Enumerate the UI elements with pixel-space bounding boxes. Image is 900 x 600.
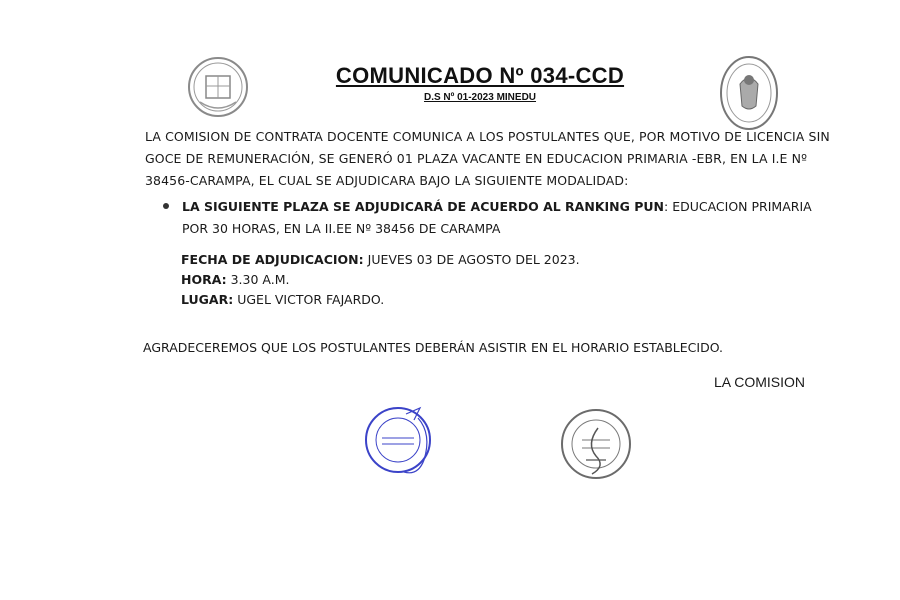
bullet-value: : EDUCACION PRIMARIA POR 30 HORAS, EN LA II.EE Nº 38456 DE CARAMPA	[182, 199, 812, 236]
fecha-value: JUEVES 03 DE AGOSTO DEL 2023.	[363, 252, 580, 267]
hora-line	[181, 270, 781, 290]
bullet-icon	[163, 203, 169, 209]
closing-paragraph: AGRADECEREMOS QUE LOS POSTULANTES DEBERÁN ASISTIR EN EL HORARIO ESTABLECIDO.	[143, 340, 724, 355]
blue-stamp-icon	[358, 400, 448, 480]
signature-text: LA COMISION	[714, 374, 806, 390]
bullet-label: LA SIGUIENTE PLAZA SE ADJUDICARÁ DE ACUERDO AL RANKING PUN	[182, 199, 665, 214]
document-title: COMUNICADO Nº 034-CCD	[335, 63, 625, 88]
hora-value: 3.30 A.M.	[226, 272, 290, 287]
crest-logo-right-icon	[718, 54, 780, 132]
fecha-label: FECHA DE ADJUDICACION:	[181, 252, 364, 267]
details-block	[181, 250, 781, 310]
seal-logo-left-icon	[186, 52, 250, 122]
hora-label: HORA:	[181, 272, 227, 287]
lugar-line	[181, 290, 781, 310]
fecha-line	[181, 250, 781, 270]
document-subtitle: D.S Nº 01-2023 MINEDU	[423, 92, 537, 103]
gray-stamp-icon	[556, 404, 636, 484]
lugar-label: LUGAR:	[181, 292, 234, 307]
intro-paragraph: LA COMISION DE CONTRATA DOCENTE COMUNICA A LOS POSTULANTES QUE, POR MOTIVO DE LICENCIA SIN GOCE DE REMUNERACIÓN, SE GENERÓ 01 PLAZA VACANTE EN EDUCACION PRIMARIA -EBR, EN LA I.E Nº 38456-CARAMPA, EL CUAL SE ADJUDICARA BAJO LA SIGUIENTE MODALIDAD:	[145, 129, 830, 188]
bullet-item	[182, 196, 832, 240]
lugar-value: UGEL VICTOR FAJARDO.	[233, 292, 385, 307]
